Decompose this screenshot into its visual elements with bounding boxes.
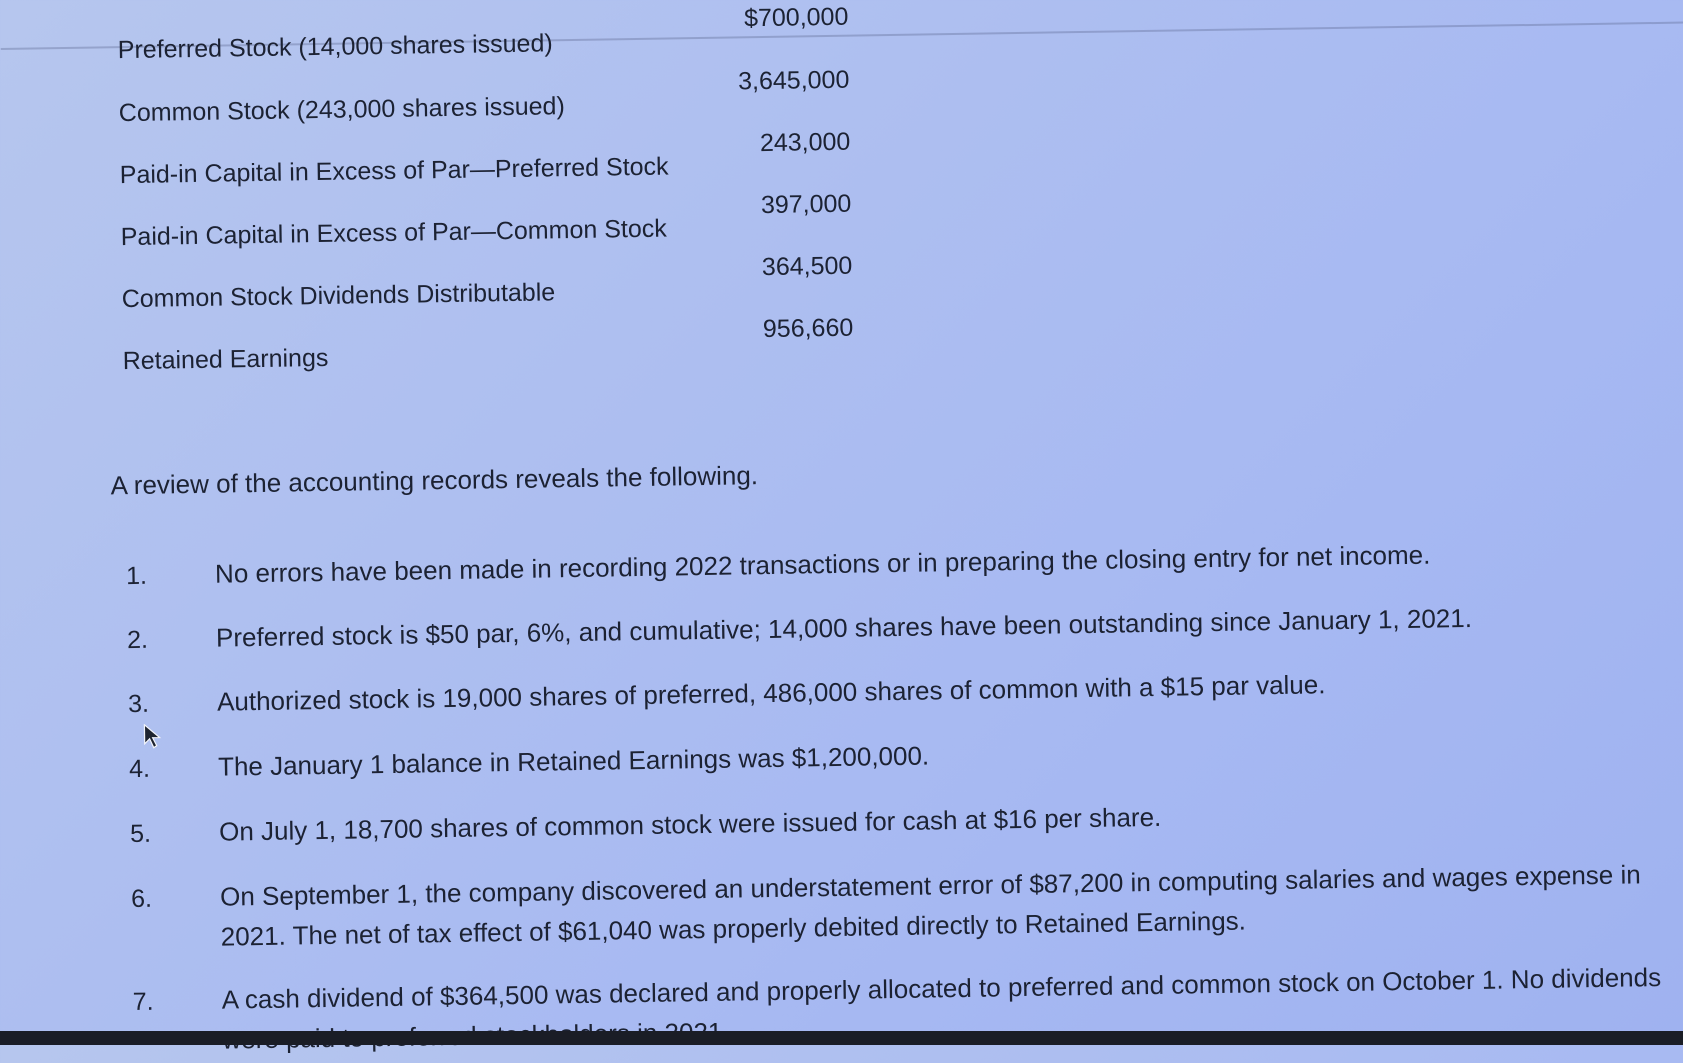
balance-label: Common Stock (243,000 shares issued)	[118, 92, 566, 128]
list-item-number: 7.	[132, 987, 154, 1017]
list-item-number: 2.	[126, 625, 149, 655]
list-item-text: Authorized stock is 19,000 shares of preferred, 486,000 shares of common with a $15 par value.	[216, 669, 1326, 717]
screen-bezel	[0, 1031, 1683, 1045]
list-item-text: Preferred stock is $50 par, 6%, and cumulative; 14,000 shares have been outstanding since January 1, 2021.	[215, 602, 1473, 653]
balance-value: $700,000	[743, 2, 849, 33]
balance-label: Paid-in Capital in Excess of Par—Preferred Stock	[119, 152, 669, 190]
list-item-number: 5.	[129, 819, 152, 849]
balance-label: Preferred Stock (14,000 shares issued)	[117, 29, 553, 65]
review-intro: A review of the accounting records reveals the following.	[110, 460, 759, 501]
balance-value: 3,645,000	[737, 65, 850, 96]
list-item-text: On September 1, the company discovered an understatement error of $87,200 in computing salaries and wages expense in 2021. The net of tax effect of $61,040 was properly debited directly to Retained Earnings.	[219, 859, 1641, 952]
list-item-text: No errors have been made in recording 2022 transactions or in preparing the closing entry for net income.	[214, 539, 1431, 589]
list-item-number: 3.	[127, 689, 150, 719]
mouse-pointer-icon	[143, 724, 161, 750]
balance-label: Common Stock Dividends Distributable	[121, 278, 556, 314]
balance-value: 956,660	[762, 313, 854, 344]
list-item-text: On July 1, 18,700 shares of common stock were issued for cash at $16 per share.	[218, 801, 1162, 847]
balance-value: 243,000	[759, 127, 851, 158]
list-item-number: 4.	[128, 754, 151, 784]
list-item-number: 6.	[130, 884, 153, 914]
balance-value: 397,000	[760, 189, 852, 220]
list-item-text: A cash dividend of $364,500 was declared and properly allocated to preferred and common stock on October 1. No dividends	[221, 962, 1662, 1015]
list-item-number: 1.	[125, 561, 148, 591]
balance-label: Retained Earnings	[122, 343, 329, 376]
list-item-text: The January 1 balance in Retained Earnings was $1,200,000.	[217, 740, 930, 782]
balance-value: 364,500	[761, 251, 853, 282]
balance-label: Paid-in Capital in Excess of Par—Common Stock	[120, 214, 667, 252]
